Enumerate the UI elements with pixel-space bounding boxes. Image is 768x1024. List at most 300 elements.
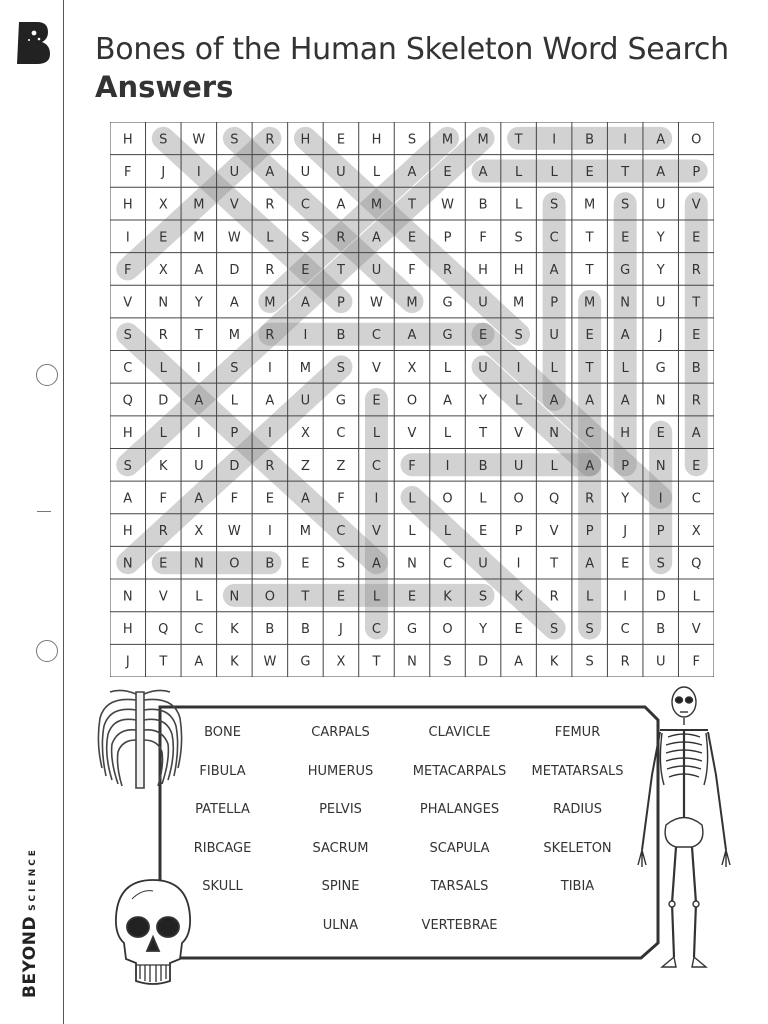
grid-letter: Q bbox=[549, 491, 560, 507]
grid-letter: E bbox=[478, 328, 488, 344]
grid-letter: T bbox=[585, 360, 594, 376]
grid-letter: F bbox=[692, 654, 700, 670]
skeleton-illustration bbox=[632, 685, 736, 985]
grid-letter: A bbox=[300, 491, 310, 507]
grid-letter: M bbox=[477, 132, 489, 148]
grid-letter: A bbox=[123, 491, 133, 507]
grid-letter: U bbox=[549, 328, 559, 344]
grid-letter: D bbox=[478, 654, 489, 670]
brand-logo-icon bbox=[15, 20, 51, 71]
grid-letter: L bbox=[550, 164, 558, 180]
grid-letter: M bbox=[264, 295, 276, 311]
grid-letter: H bbox=[122, 524, 133, 540]
grid-letter: L bbox=[514, 197, 523, 213]
grid-letter: N bbox=[122, 589, 133, 605]
grid-letter: R bbox=[265, 262, 275, 278]
word-bank-item: FEMUR bbox=[554, 725, 601, 740]
grid-letter: T bbox=[550, 556, 559, 572]
grid-letter: M bbox=[299, 524, 312, 540]
grid-letter: E bbox=[407, 230, 417, 246]
grid-letter: Y bbox=[479, 393, 488, 409]
grid-letter: H bbox=[122, 197, 133, 213]
grid-letter: F bbox=[408, 458, 416, 474]
grid-letter: S bbox=[336, 360, 346, 376]
grid-letter: S bbox=[301, 230, 310, 246]
grid-letter: K bbox=[514, 589, 523, 605]
grid-letter: X bbox=[158, 262, 168, 278]
grid-letter: C bbox=[371, 458, 382, 474]
grid-letter: E bbox=[585, 328, 594, 344]
grid-letter: C bbox=[585, 426, 595, 442]
grid-letter: N bbox=[122, 556, 133, 572]
grid-letter: B bbox=[265, 622, 275, 638]
grid-letter: R bbox=[158, 524, 168, 540]
grid-letter: C bbox=[336, 426, 346, 442]
grid-letter: V bbox=[691, 197, 701, 213]
grid-letter: S bbox=[514, 230, 523, 246]
word-bank-item: PELVIS bbox=[319, 802, 362, 818]
grid-letter: N bbox=[407, 556, 417, 572]
grid-letter: R bbox=[549, 589, 559, 605]
grid-letter: E bbox=[443, 164, 452, 180]
grid-letter: S bbox=[549, 622, 559, 638]
grid-letter: F bbox=[479, 230, 487, 246]
skull-illustration bbox=[112, 877, 194, 994]
grid-letter: A bbox=[194, 491, 204, 507]
grid-letter: L bbox=[372, 164, 381, 180]
grid-letter: S bbox=[230, 360, 239, 376]
grid-letter: A bbox=[265, 164, 275, 180]
grid-letter: N bbox=[655, 458, 666, 474]
grid-letter: A bbox=[443, 393, 452, 409]
grid-letter: L bbox=[408, 491, 416, 507]
grid-letter: E bbox=[656, 426, 665, 442]
grid-letter: C bbox=[336, 524, 346, 540]
ribcage-illustration bbox=[92, 688, 188, 798]
grid-letter: I bbox=[267, 360, 272, 376]
grid-letter: M bbox=[584, 295, 596, 311]
grid-letter: K bbox=[159, 458, 168, 474]
grid-letter: D bbox=[158, 393, 169, 409]
grid-letter: U bbox=[229, 164, 240, 180]
grid-letter: M bbox=[228, 328, 240, 344]
grid-letter: P bbox=[514, 524, 523, 540]
grid-letter: I bbox=[516, 556, 521, 572]
grid-letter: H bbox=[122, 426, 133, 442]
grid-letter: R bbox=[691, 262, 701, 278]
grid-letter: L bbox=[692, 589, 700, 605]
grid-letter: U bbox=[655, 197, 666, 213]
grid-letter: B bbox=[300, 622, 310, 638]
grid-letter: E bbox=[621, 556, 630, 572]
grid-letter: V bbox=[372, 524, 381, 540]
grid-letter: U bbox=[513, 458, 524, 474]
grid-letter: E bbox=[265, 491, 274, 507]
grid-letter: B bbox=[478, 197, 488, 213]
grid-letter: M bbox=[406, 295, 418, 311]
grid-letter: L bbox=[514, 393, 523, 409]
grid-letter: F bbox=[408, 262, 416, 278]
grid-letter: S bbox=[123, 458, 132, 474]
grid-letter: L bbox=[550, 360, 558, 376]
grid-letter: P bbox=[337, 295, 345, 311]
grid-letter: S bbox=[443, 654, 452, 670]
grid-letter: P bbox=[585, 524, 594, 540]
grid-letter: T bbox=[585, 230, 594, 246]
word-bank-item: TARSALS bbox=[430, 879, 489, 895]
grid-letter: A bbox=[336, 197, 346, 213]
grid-letter: O bbox=[406, 393, 418, 409]
grid-letter: N bbox=[549, 426, 559, 442]
grid-letter: Z bbox=[336, 458, 346, 474]
grid-letter: A bbox=[585, 393, 595, 409]
grid-letter: M bbox=[584, 197, 596, 213]
grid-letter: J bbox=[339, 622, 343, 638]
grid-letter: T bbox=[621, 164, 630, 180]
grid-letter: V bbox=[407, 426, 417, 442]
grid-letter: U bbox=[478, 295, 488, 311]
grid-letter: H bbox=[122, 132, 133, 148]
word-bank-item: SACRUM bbox=[312, 840, 369, 856]
word-bank-item: CARPALS bbox=[311, 725, 370, 740]
grid-letter: X bbox=[158, 197, 168, 213]
grid-letter: I bbox=[516, 360, 521, 376]
grid-letter: E bbox=[336, 132, 346, 148]
grid-letter: I bbox=[196, 164, 201, 180]
grid-letter: B bbox=[656, 622, 666, 638]
grid-letter: L bbox=[266, 230, 274, 246]
grid-letter: U bbox=[371, 262, 382, 278]
grid-letter: L bbox=[550, 458, 558, 474]
grid-letter: L bbox=[479, 491, 487, 507]
grid-letter: V bbox=[123, 295, 133, 311]
word-bank-item: METATARSALS bbox=[531, 763, 624, 779]
grid-letter: G bbox=[620, 262, 631, 278]
grid-letter: R bbox=[265, 197, 275, 213]
grid-letter: A bbox=[194, 262, 204, 278]
grid-letter: A bbox=[656, 132, 666, 148]
grid-letter: J bbox=[623, 524, 628, 540]
grid-letter: P bbox=[621, 458, 630, 474]
grid-letter: E bbox=[301, 262, 310, 278]
grid-letter: L bbox=[408, 524, 416, 540]
grid-letter: R bbox=[265, 328, 275, 344]
grid-letter: T bbox=[159, 654, 168, 670]
grid-letter: F bbox=[124, 262, 132, 278]
grid-letter: K bbox=[549, 654, 559, 670]
grid-letter: Q bbox=[122, 393, 133, 409]
grid-letter: A bbox=[585, 556, 595, 572]
grid-letter: C bbox=[442, 556, 453, 572]
punch-hole bbox=[36, 364, 58, 386]
grid-letter: L bbox=[159, 426, 167, 442]
grid-letter: G bbox=[655, 360, 666, 376]
grid-letter: N bbox=[655, 393, 666, 409]
grid-letter: W bbox=[192, 132, 206, 148]
grid-letter: U bbox=[300, 164, 311, 180]
grid-letter: V bbox=[229, 197, 239, 213]
grid-letter: I bbox=[552, 132, 557, 148]
grid-letter: A bbox=[194, 393, 204, 409]
grid-letter: K bbox=[230, 654, 239, 670]
grid-letter: O bbox=[442, 622, 453, 638]
grid-letter: A bbox=[585, 458, 595, 474]
grid-letter: E bbox=[621, 230, 630, 246]
binder-margin-line bbox=[63, 0, 64, 1024]
grid-letter: I bbox=[125, 230, 130, 246]
grid-letter: X bbox=[194, 524, 204, 540]
grid-letter: T bbox=[585, 262, 594, 278]
grid-letter: A bbox=[620, 393, 630, 409]
word-bank-item: CLAVICLE bbox=[428, 725, 491, 740]
brand-sub: SCIENCE bbox=[28, 847, 38, 911]
grid-letter: M bbox=[441, 132, 454, 148]
grid-letter: E bbox=[692, 230, 701, 246]
grid-letter: P bbox=[656, 524, 665, 540]
grid-letter: U bbox=[194, 458, 204, 474]
grid-letter: S bbox=[514, 328, 523, 344]
grid-letter: U bbox=[655, 295, 666, 311]
grid-letter: A bbox=[656, 164, 666, 180]
grid-letter: D bbox=[229, 262, 240, 278]
grid-letter: N bbox=[620, 295, 631, 311]
grid-letter: O bbox=[513, 491, 524, 507]
grid-letter: P bbox=[692, 164, 701, 180]
grid-letter: I bbox=[658, 491, 663, 507]
grid-letter: A bbox=[691, 426, 701, 442]
grid-letter: V bbox=[514, 426, 524, 442]
grid-letter: C bbox=[371, 622, 382, 638]
grid-letter: H bbox=[620, 426, 631, 442]
grid-letter: U bbox=[300, 393, 311, 409]
grid-letter: H bbox=[122, 622, 133, 638]
grid-letter: I bbox=[196, 426, 201, 442]
grid-letter: Y bbox=[621, 491, 630, 507]
grid-letter: A bbox=[229, 295, 239, 311]
grid-letter: T bbox=[479, 426, 488, 442]
grid-letter: M bbox=[193, 197, 205, 213]
grid-letter: Y bbox=[656, 262, 665, 278]
grid-letter: E bbox=[407, 589, 417, 605]
grid-letter: Y bbox=[479, 622, 488, 638]
grid-letter: A bbox=[549, 262, 559, 278]
grid-letter: A bbox=[372, 230, 381, 246]
grid-letter: F bbox=[230, 491, 239, 507]
brand-wordmark bbox=[20, 847, 40, 998]
grid-letter: E bbox=[372, 393, 381, 409]
grid-letter: O bbox=[229, 556, 240, 572]
grid-letter: C bbox=[620, 622, 630, 638]
grid-letter: S bbox=[585, 654, 594, 670]
grid-letter: H bbox=[513, 262, 524, 278]
brand-main: BEYOND bbox=[20, 915, 40, 998]
grid-letter: B bbox=[478, 458, 488, 474]
page-subtitle: Answers bbox=[95, 70, 234, 104]
grid-letter: R bbox=[336, 230, 346, 246]
word-bank-item: RIBCAGE bbox=[193, 840, 252, 856]
grid-letter: A bbox=[407, 328, 417, 344]
word-bank-item: VERTEBRAE bbox=[421, 918, 498, 933]
grid-letter: F bbox=[159, 491, 168, 507]
grid-letter: N bbox=[193, 556, 204, 572]
grid-letter: O bbox=[264, 589, 275, 605]
grid-letter: K bbox=[443, 589, 452, 605]
grid-letter: E bbox=[159, 230, 168, 246]
grid-letter: C bbox=[549, 230, 559, 246]
grid-letter: M bbox=[512, 295, 525, 311]
grid-letter: H bbox=[478, 262, 488, 278]
grid-letter: E bbox=[301, 556, 310, 572]
grid-letter: R bbox=[620, 654, 630, 670]
grid-letter: M bbox=[370, 197, 383, 213]
grid-letter: R bbox=[265, 458, 275, 474]
grid-letter: U bbox=[478, 360, 488, 376]
grid-letter: E bbox=[692, 458, 701, 474]
grid-letter: S bbox=[159, 132, 168, 148]
grid-letter: T bbox=[372, 654, 381, 670]
grid-letter: S bbox=[478, 589, 488, 605]
grid-letter: G bbox=[442, 328, 453, 344]
grid-letter: I bbox=[303, 328, 308, 344]
grid-letter: A bbox=[407, 164, 417, 180]
grid-letter: S bbox=[656, 556, 665, 572]
grid-letter: Q bbox=[158, 622, 169, 638]
grid-letter: L bbox=[621, 360, 629, 376]
grid-letter: S bbox=[621, 197, 630, 213]
grid-letter: C bbox=[691, 491, 701, 507]
grid-letter: I bbox=[445, 458, 450, 474]
page-title: Bones of the Human Skeleton Word Search bbox=[95, 32, 729, 67]
grid-letter: H bbox=[300, 132, 311, 148]
grid-letter: I bbox=[267, 524, 272, 540]
grid-letter: I bbox=[623, 132, 628, 148]
word-bank-item: PHALANGES bbox=[419, 802, 500, 818]
grid-letter: Y bbox=[194, 295, 203, 311]
grid-letter: L bbox=[159, 360, 167, 376]
center-mark bbox=[37, 511, 51, 512]
word-bank-item: SKELETON bbox=[543, 840, 612, 856]
grid-letter: L bbox=[443, 360, 452, 376]
grid-letter: N bbox=[407, 654, 417, 670]
grid-letter: R bbox=[585, 491, 595, 507]
grid-letter: Q bbox=[691, 556, 702, 572]
grid-letter: E bbox=[692, 328, 701, 344]
grid-letter: W bbox=[370, 295, 383, 311]
grid-letter: W bbox=[227, 230, 241, 246]
grid-letter: J bbox=[658, 328, 663, 344]
grid-letter: T bbox=[336, 262, 345, 278]
grid-letter: S bbox=[230, 132, 239, 148]
grid-letter: M bbox=[193, 230, 205, 246]
grid-letter: H bbox=[371, 132, 382, 148]
grid-letter: I bbox=[374, 491, 379, 507]
grid-letter: B bbox=[691, 360, 701, 376]
grid-letter: A bbox=[549, 393, 559, 409]
grid-letter: S bbox=[407, 132, 417, 148]
grid-letter: T bbox=[301, 589, 310, 605]
grid-letter: S bbox=[336, 556, 346, 572]
grid-letter: R bbox=[443, 262, 453, 278]
grid-letter: L bbox=[443, 524, 452, 540]
grid-letter: F bbox=[337, 491, 345, 507]
grid-letter: V bbox=[372, 360, 381, 376]
grid-letter: N bbox=[158, 295, 169, 311]
grid-letter: L bbox=[230, 393, 238, 409]
grid-letter: C bbox=[300, 197, 310, 213]
grid-letter: T bbox=[408, 197, 416, 213]
grid-letter: P bbox=[230, 426, 239, 442]
grid-letter: I bbox=[623, 589, 628, 605]
grid-letter: I bbox=[196, 360, 201, 376]
grid-letter: L bbox=[372, 426, 381, 442]
grid-letter: E bbox=[159, 556, 168, 572]
grid-letter: S bbox=[585, 622, 594, 638]
grid-letter: J bbox=[161, 164, 166, 180]
word-bank-item: RADIUS bbox=[552, 802, 602, 818]
grid-letter: W bbox=[263, 654, 277, 670]
grid-letter: L bbox=[586, 589, 594, 605]
grid-letter: R bbox=[691, 393, 701, 409]
word-bank-item: PATELLA bbox=[195, 802, 250, 818]
grid-letter: Y bbox=[656, 230, 665, 246]
word-bank-item: HUMERUS bbox=[307, 763, 374, 779]
grid-letter: B bbox=[336, 328, 346, 344]
grid-letter: A bbox=[620, 328, 630, 344]
grid-letter: P bbox=[443, 230, 452, 246]
grid-letter: E bbox=[336, 589, 346, 605]
word-bank-item: SPINE bbox=[321, 879, 360, 895]
grid-letter: K bbox=[230, 622, 239, 638]
grid-letter: A bbox=[194, 654, 204, 670]
grid-letter: U bbox=[478, 556, 488, 572]
grid-letter: X bbox=[691, 524, 701, 540]
word-bank-item: METACARPALS bbox=[412, 763, 507, 779]
grid-letter: C bbox=[371, 328, 382, 344]
grid-letter: O bbox=[442, 491, 453, 507]
grid-letter: B bbox=[585, 132, 595, 148]
grid-letter: E bbox=[478, 524, 488, 540]
grid-letter: T bbox=[514, 132, 523, 148]
grid-letter: X bbox=[407, 360, 417, 376]
grid-letter: E bbox=[514, 622, 523, 638]
grid-letter: C bbox=[194, 622, 204, 638]
grid-letter: Z bbox=[300, 458, 310, 474]
grid-letter: L bbox=[195, 589, 203, 605]
grid-letter: J bbox=[125, 654, 130, 670]
grid-letter: T bbox=[692, 295, 701, 311]
grid-letter: A bbox=[478, 164, 488, 180]
grid-letter: G bbox=[442, 295, 453, 311]
grid-letter: S bbox=[123, 328, 132, 344]
grid-letter: D bbox=[229, 458, 240, 474]
grid-letter: E bbox=[585, 164, 594, 180]
grid-letter: P bbox=[550, 295, 559, 311]
grid-letter: A bbox=[514, 654, 524, 670]
grid-letter: I bbox=[267, 426, 272, 442]
grid-letter: L bbox=[443, 426, 452, 442]
word-bank-item: BONE bbox=[204, 725, 241, 740]
grid-letter: W bbox=[227, 524, 241, 540]
grid-letter: G bbox=[300, 654, 311, 670]
word-bank-item: ULNA bbox=[322, 918, 359, 933]
grid-letter: M bbox=[299, 360, 312, 376]
grid-letter: N bbox=[229, 589, 240, 605]
grid-letter: V bbox=[549, 524, 559, 540]
grid-letter: U bbox=[655, 654, 666, 670]
word-bank-item: SCAPULA bbox=[429, 840, 490, 856]
grid-letter: B bbox=[265, 556, 275, 572]
grid-letter: R bbox=[265, 132, 275, 148]
